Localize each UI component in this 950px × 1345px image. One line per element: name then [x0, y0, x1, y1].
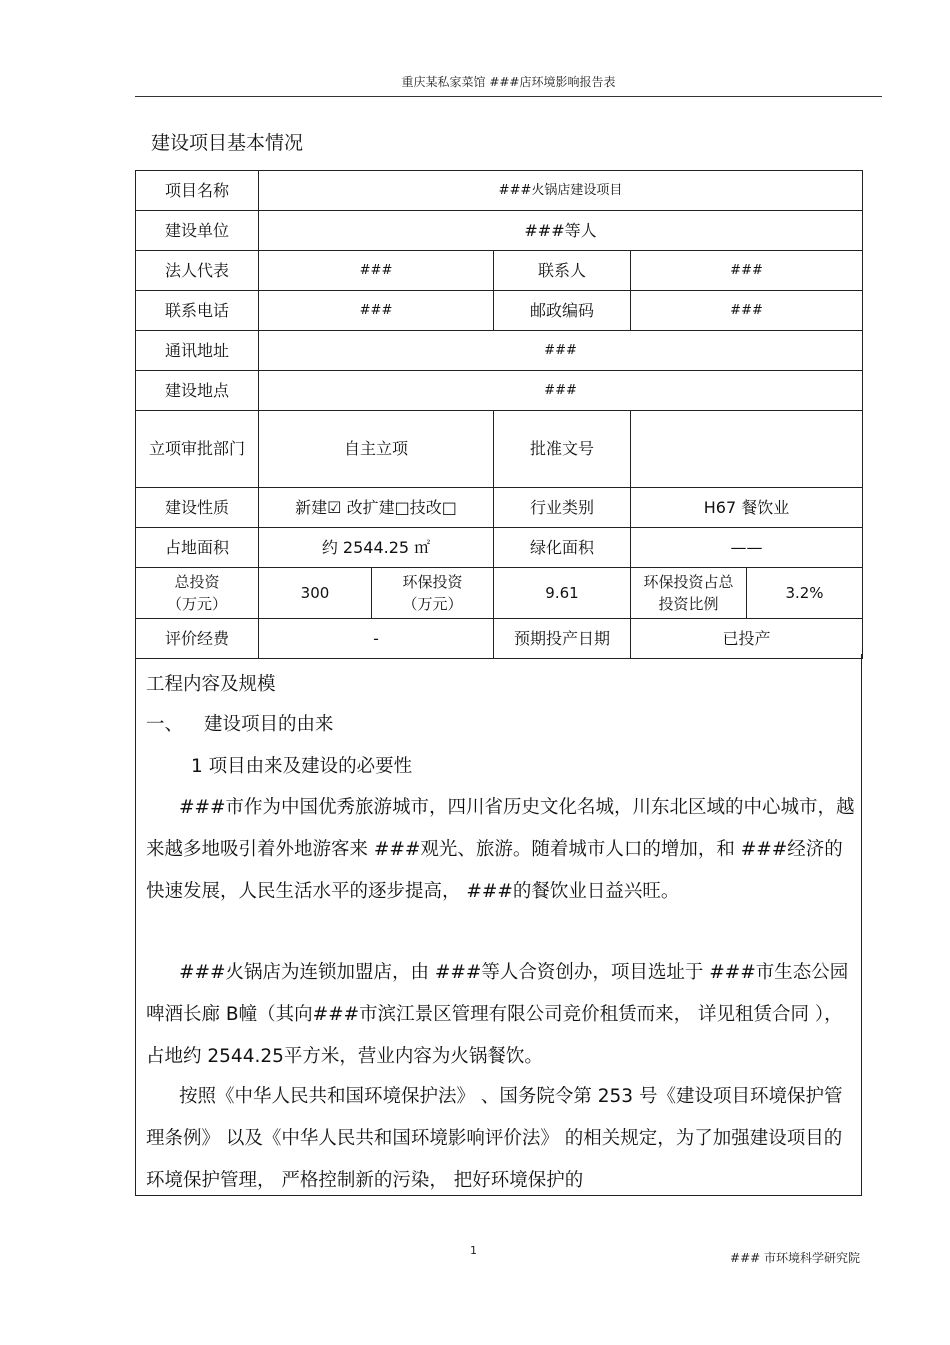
production-date-label: 预期投产日期 — [494, 619, 631, 659]
sub-subsection-heading: 1 项目由来及建设的必要性 — [191, 756, 413, 777]
content-heading: 工程内容及规模 — [146, 674, 276, 695]
header-rule — [135, 96, 882, 97]
postcode-label: 邮政编码 — [494, 291, 631, 331]
subsection-number: 一、 — [146, 714, 184, 735]
table-row — [136, 211, 863, 251]
area-label: 占地面积 — [136, 528, 259, 568]
nature-label: 建设性质 — [136, 488, 259, 528]
unit-label: 建设单位 — [136, 211, 259, 251]
table-row — [136, 411, 863, 488]
table-row — [136, 171, 863, 211]
ratio-value: 3.2% — [747, 568, 863, 619]
approval-no-label: 批准文号 — [494, 411, 631, 488]
project-content-section — [135, 654, 862, 1196]
contact-value: ### — [631, 251, 863, 291]
paragraph: 按照《中华人民共和国环境保护法》 、国务院令第 253 号《建设项目环境保护管理条例》 以及《中华人民共和国环境影响评价法》 的相关规定，为了加强建设项目的环境保护管理， 严格控制新的污染， 把好环境保护的 — [146, 1086, 843, 1191]
env-invest-label: 环保投资（万元） — [372, 568, 494, 619]
site-label: 建设地点 — [136, 371, 259, 411]
project-info-table — [135, 170, 863, 659]
table-row — [136, 251, 863, 291]
industry-value: H67 餐饮业 — [631, 488, 863, 528]
approval-no-value — [631, 411, 863, 488]
green-label: 绿化面积 — [494, 528, 631, 568]
table-row — [136, 568, 863, 619]
subsection-heading — [146, 710, 334, 736]
phone-label: 联系电话 — [136, 291, 259, 331]
approval-dept-value: 自主立项 — [259, 411, 494, 488]
table-row — [136, 331, 863, 371]
postcode-value: ### — [631, 291, 863, 331]
document-header-title: 重庆某私家菜馆 ###店环境影响报告表 — [401, 75, 616, 89]
eval-fee-value: - — [259, 619, 494, 659]
page-number: 1 — [470, 1244, 477, 1257]
footer-organization: ### 市环境科学研究院 — [730, 1251, 860, 1265]
area-value: 约 2544.25 ㎡ — [259, 528, 494, 568]
approval-dept-label: 立项审批部门 — [136, 411, 259, 488]
total-invest-label: 总投资（万元） — [136, 568, 259, 619]
phone-value: ### — [259, 291, 494, 331]
paragraph: ###火锅店为连锁加盟店，由 ###等人合资创办，项目选址于 ###市生态公园啤酒长廊 B幢（其向###市滨江景区管理有限公司竞价租赁而来， 详见租赁合同 ），占地约 2544.25平方米，营业内容为火锅餐饮。 — [146, 962, 849, 1067]
industry-label: 行业类别 — [494, 488, 631, 528]
env-invest-value: 9.61 — [494, 568, 631, 619]
production-date-value: 已投产 — [631, 619, 863, 659]
project-name-value: ###火锅店建设项目 — [259, 171, 863, 211]
table-row — [136, 371, 863, 411]
section-title: 建设项目基本情况 — [151, 132, 304, 154]
unit-value: ###等人 — [259, 211, 863, 251]
table-row — [136, 291, 863, 331]
total-invest-value: 300 — [259, 568, 372, 619]
table-row — [136, 488, 863, 528]
nature-value: 新建☑ 改扩建□技改□ — [259, 488, 494, 528]
green-value: —— — [631, 528, 863, 568]
address-label: 通讯地址 — [136, 331, 259, 371]
paragraph: ###市作为中国优秀旅游城市，四川省历史文化名城，川东北区域的中心城市，越来越多地吸引着外地游客来 ###观光、旅游。随着城市人口的增加，和 ###经济的快速发展，人民生活水平的逐步提高， ###的餐饮业日益兴旺。 — [146, 797, 855, 902]
site-value: ### — [259, 371, 863, 411]
legal-rep-value: ### — [259, 251, 494, 291]
table-row — [136, 619, 863, 659]
ratio-label: 环保投资占总投资比例 — [631, 568, 747, 619]
subsection-title: 建设项目的由来 — [204, 714, 334, 735]
project-name-label: 项目名称 — [136, 171, 259, 211]
contact-label: 联系人 — [494, 251, 631, 291]
table-row — [136, 528, 863, 568]
legal-rep-label: 法人代表 — [136, 251, 259, 291]
address-value: ### — [259, 331, 863, 371]
eval-fee-label: 评价经费 — [136, 619, 259, 659]
